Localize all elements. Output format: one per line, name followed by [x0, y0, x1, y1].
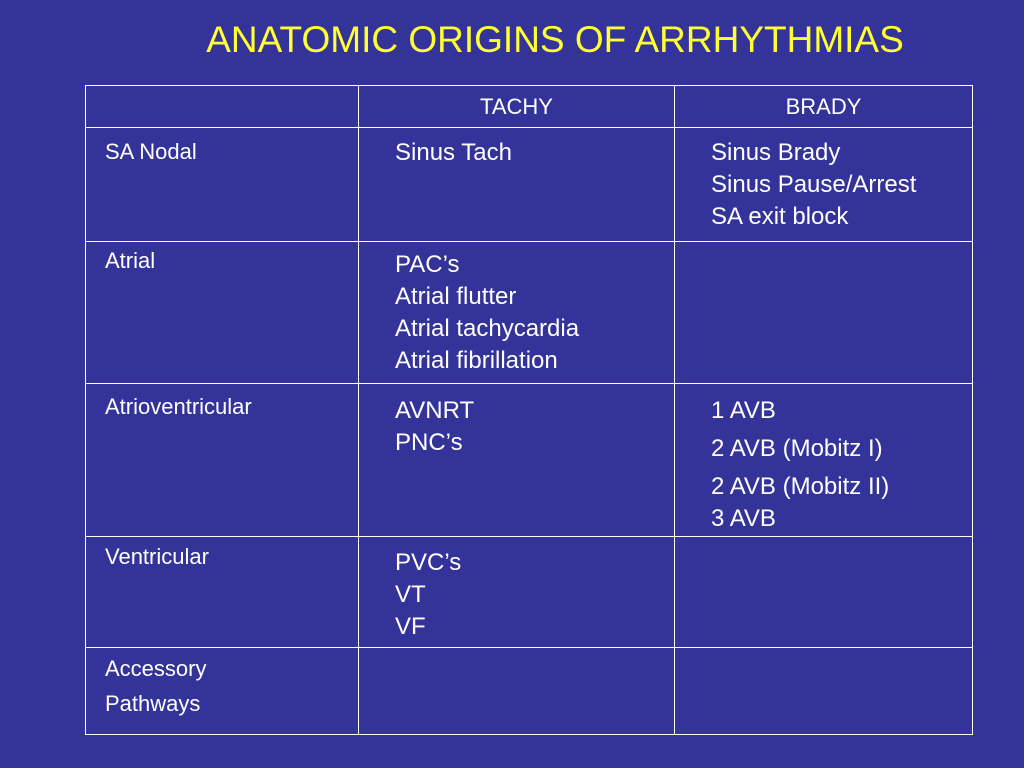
cell-line: 2 AVB (Mobitz II) — [711, 473, 890, 500]
cell-line: Sinus Tach — [395, 139, 512, 166]
cell-line: AVNRT — [395, 397, 475, 424]
cell-line: VF — [395, 613, 426, 640]
cell-sa-nodal-brady — [711, 137, 916, 233]
column-header-brady: BRADY — [785, 94, 862, 119]
row-label-atrial — [105, 243, 155, 278]
table-border-left — [85, 85, 86, 735]
cell-line: 2 AVB (Mobitz I) — [711, 435, 883, 462]
row-label-atrioventricular — [105, 389, 252, 424]
cell-line: PNC’s — [395, 429, 463, 456]
table-border-right — [972, 85, 973, 735]
cell-ventricular-tachy — [395, 547, 461, 643]
table-border-bottom — [85, 734, 973, 735]
table-rule-col-1 — [358, 85, 359, 735]
arrhythmia-table — [85, 85, 973, 735]
row-label-line: SA Nodal — [105, 139, 197, 164]
table-rule-row-2 — [85, 383, 973, 384]
cell-atrioventricular-brady — [711, 395, 889, 535]
cell-atrioventricular-tachy — [395, 395, 474, 459]
row-label-ventricular — [105, 539, 209, 574]
table-rule-row-1 — [85, 241, 973, 242]
cell-sa-nodal-tachy — [395, 137, 512, 169]
cell-line: Sinus Pause/Arrest — [711, 171, 917, 198]
table-rule-row-4 — [85, 647, 973, 648]
cell-line: Atrial flutter — [395, 283, 517, 310]
cell-line: PVC’s — [395, 549, 462, 576]
row-label-line: Accessory — [105, 656, 207, 681]
cell-line: Sinus Brady — [711, 139, 841, 166]
cell-line: VT — [395, 581, 426, 608]
table-rule-row-3 — [85, 536, 973, 537]
row-label-sa-nodal — [105, 134, 197, 169]
cell-atrial-tachy — [395, 249, 579, 377]
table-border-top — [85, 85, 973, 86]
cell-line: Atrial tachycardia — [395, 315, 580, 342]
cell-line: 1 AVB — [711, 397, 776, 424]
table-rule-header — [85, 127, 973, 128]
row-label-line: Pathways — [105, 691, 201, 716]
slide-title: ANATOMIC ORIGINS OF ARRHYTHMIAS — [206, 19, 904, 60]
cell-line: Atrial fibrillation — [395, 347, 558, 374]
row-label-line: Atrioventricular — [105, 394, 252, 419]
column-header-tachy: TACHY — [480, 94, 553, 119]
row-label-accessory-pathways — [105, 651, 206, 721]
row-label-line: Atrial — [105, 248, 156, 273]
table-rule-col-2 — [674, 85, 675, 735]
cell-line: PAC’s — [395, 251, 460, 278]
cell-line: SA exit block — [711, 203, 849, 230]
row-label-line: Ventricular — [105, 544, 209, 569]
cell-line: 3 AVB — [711, 505, 776, 532]
